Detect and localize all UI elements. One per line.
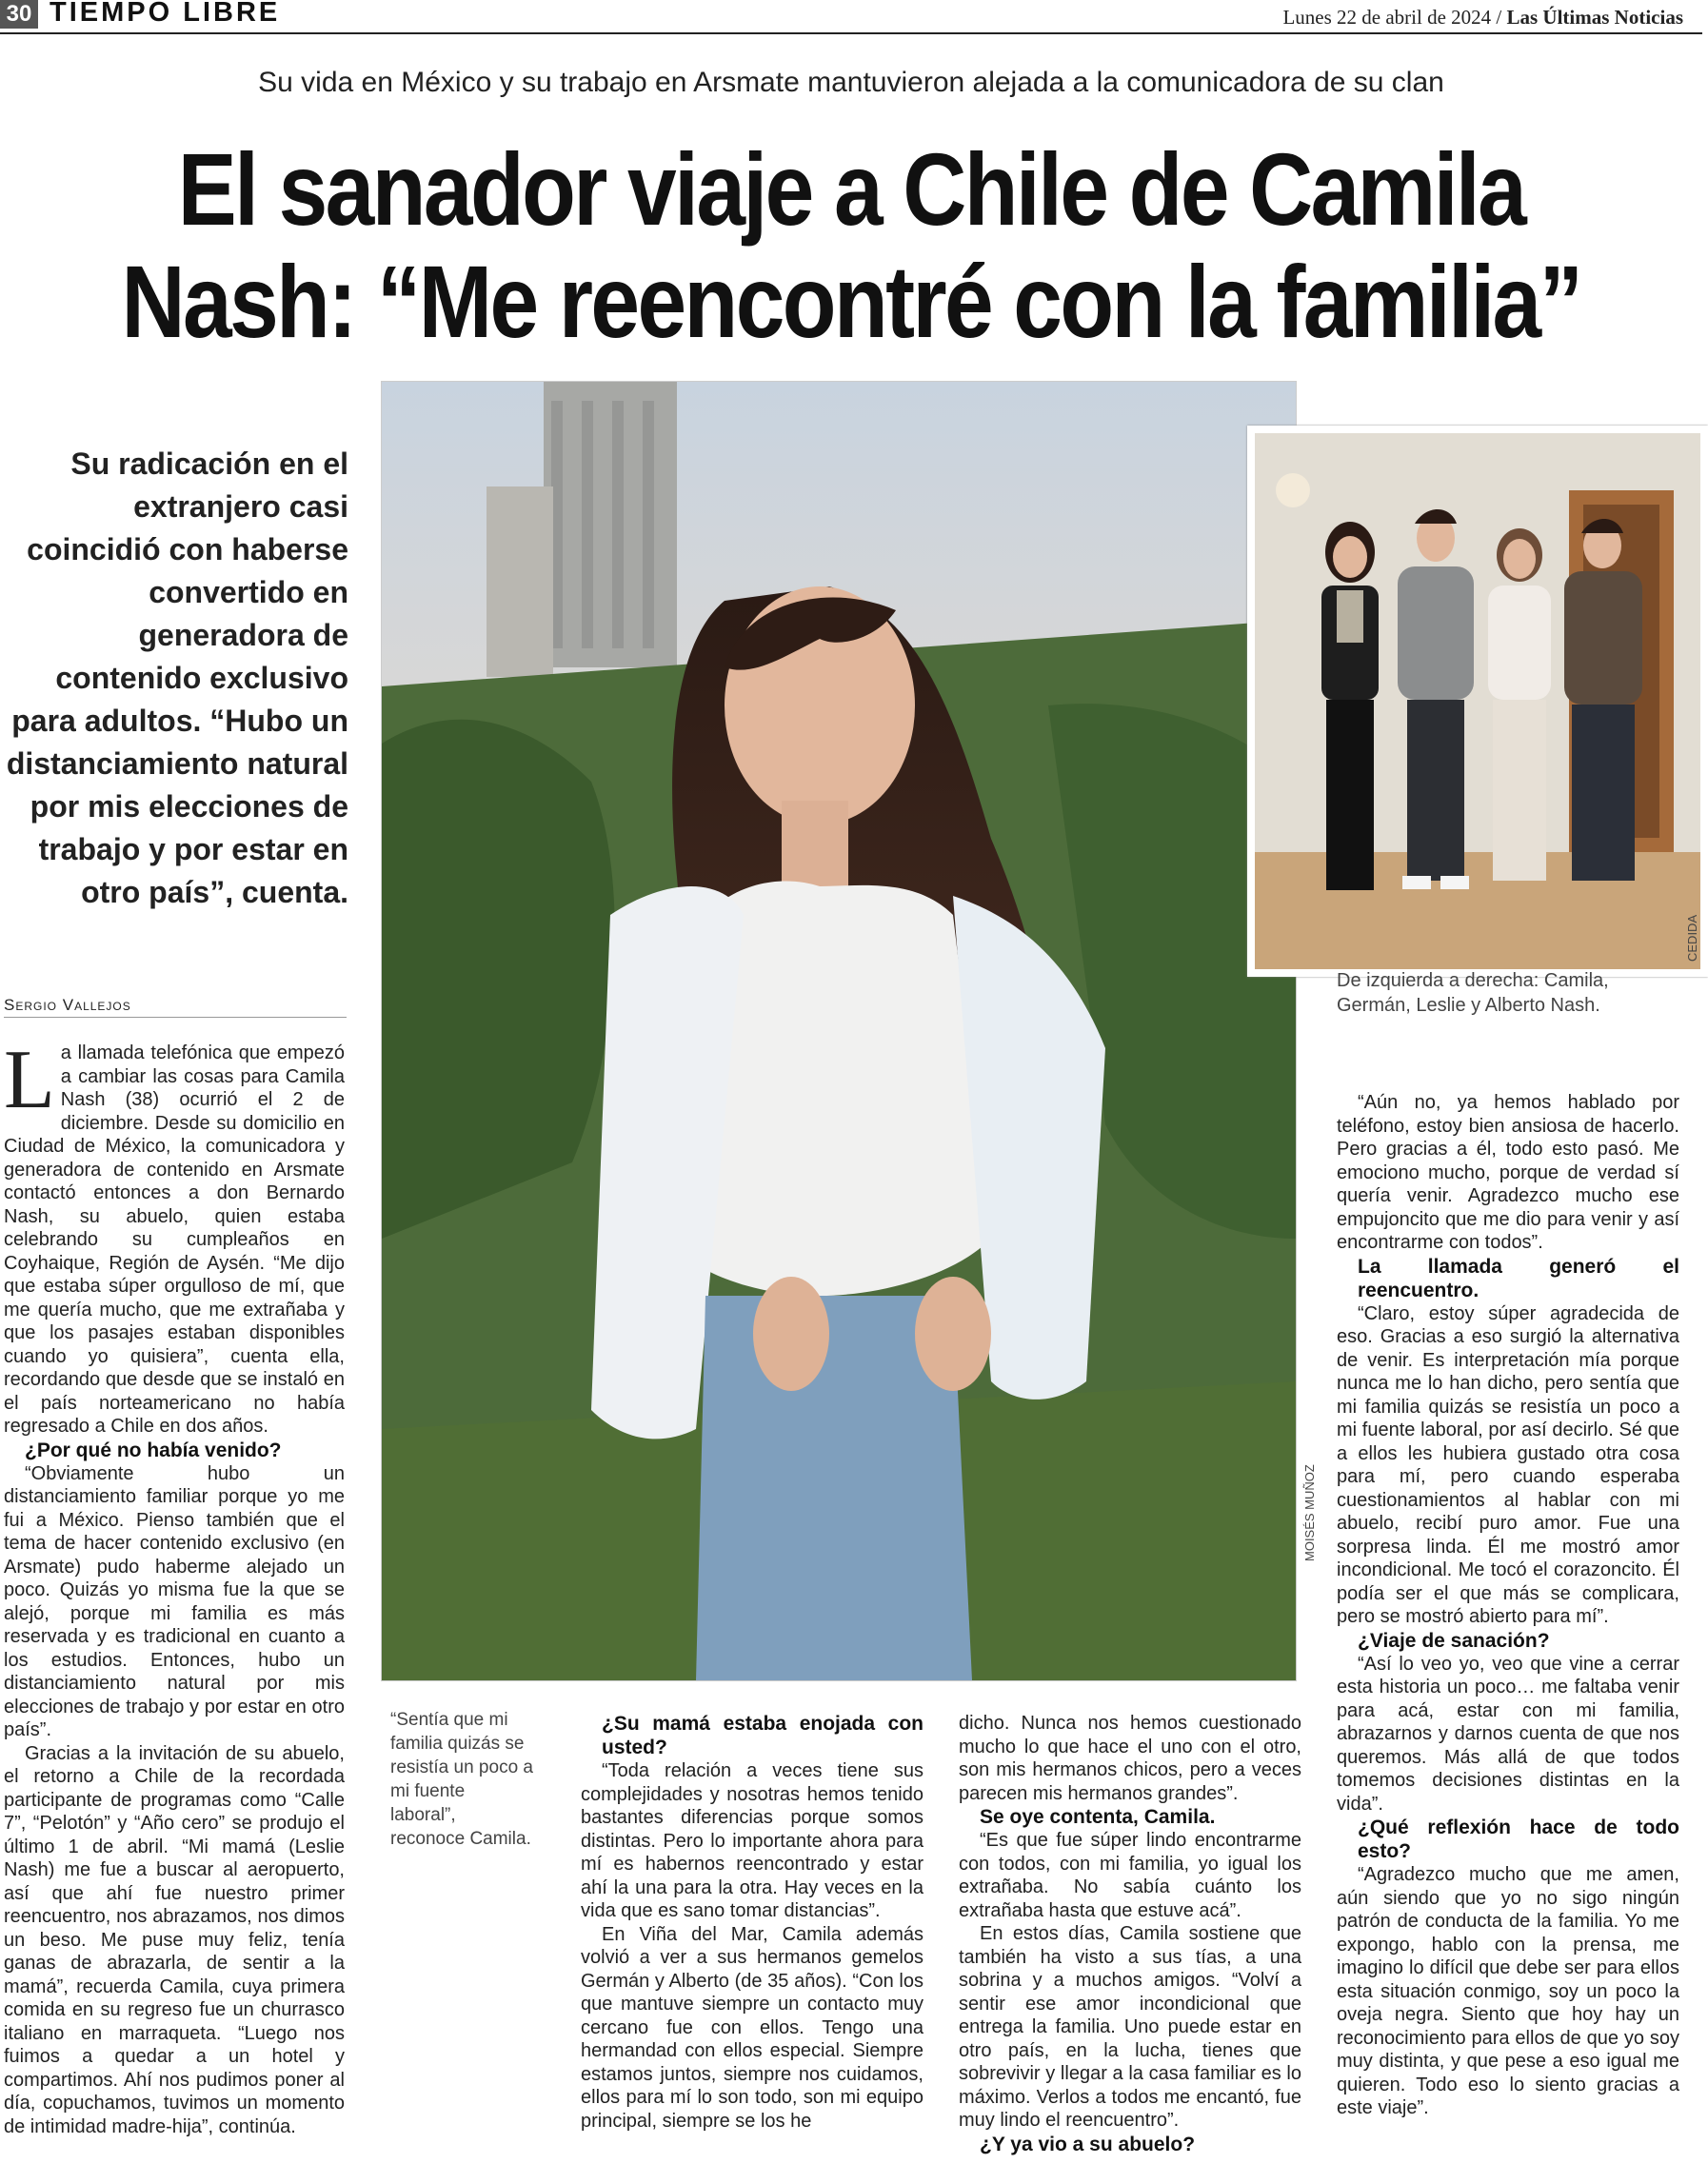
headline [119,133,1583,358]
paragraph: Gracias a la invitación de su abuelo, el retorno a Chile de la recordada participante de programas como “Calle 7”, “Pelotón” y “Año cero” se produjo el último 1 de abril. “Mi mamá (Leslie Nash) me fue a buscar al aeropuerto, así que ahí fue nuestro primer reencuentro, nos abrazamos, nos dimos un beso. Me puse muy feliz, tenía ganas de abrazarla, de sentir a la mamá”, recuerda Camila, cuya primera comida en su regreso fue un churrasco italiano en marraqueta. “Luego nos fuimos a quedar a un hotel y compartimos. Ahí nos pudimos poner al día, copuchamos, tuvimos un momento de intimidad madre-hija”, continúa. [4,1742,345,2137]
article-column-2 [581,1712,924,2133]
paragraph: “Así lo veo yo, veo que vine a cerrar esta historia un poco… me faltaba venir para acá, estar con mi familia, abrazarnos y darnos cuenta de que nos queremos. Más allá de que todos tomemos decisiones distintas en la vida”. [1337,1653,1679,1815]
main-photo [381,381,1297,1681]
headline-line-2: Nash: “Me reencontré con la familia” [121,244,1581,359]
paragraph: dicho. Nunca nos hemos cuestionado mucho lo que hace el uno con el otro, son mis hermanos chicos, pero a veces parecen mis hermanos grandes”. [959,1713,1301,1804]
question: ¿Su mamá estaba enojada con usted? [602,1713,924,1758]
paragraph: La llamada telefónica que empezó a cambiar las cosas para Camila Nash (38) ocurrió el 2 de diciembre. Desde su domicilio en Ciudad de México, la comunicadora y generadora de contenido en Arsmate contactó entonces a don Bernardo Nash, su abuelo, quien estaba celebrando su cumpleaños en Coyhaique, Región de Aysén. “Me dijo que estaba súper orgulloso de mí, que me quería mucho, que me extrañaba y que los pasajes estaban disponibles cuando yo quisiera”, cuenta ella, recordando que desde que se instaló en el país norteamericano no había regresado a Chile en dos años. [4,1034,345,1437]
newspaper-name: Las Últimas Noticias [1506,6,1683,29]
paragraph: En Viña del Mar, Camila además volvió a ver a sus hermanos gemelos Germán y Alberto (de 35 años). “Con los que mantuve siempre un contacto muy cercano fue con ellos. Tengo una hermandad con ellos especial. Siempre estamos juntos, siempre nos cuidamos, ellos para mí lo son todo, son mi equipo principal, siempre se los he [581,1923,924,2132]
family-photo-illustration [1255,433,1700,969]
page-number: 30 [0,0,38,29]
question: ¿Por qué no había venido? [25,1439,282,1461]
paragraph: “Aún no, ya hemos hablado por teléfono, estoy bien ansiosa de hacerlo. Pero gracias a él, todo esto pasó. Me emociono mucho, porque de verdad sí quería venir. Agradezco mucho ese empujoncito que me dio para venir y así encontrarme con todos”. [1337,1092,1679,1253]
issue-date: Lunes 22 de abril de 2024 / [1282,6,1502,29]
question: ¿Y ya vio a su abuelo? [980,2133,1196,2155]
question: ¿Viaje de sanación? [1358,1629,1550,1652]
portrait-photo-illustration [382,382,1296,1680]
question: ¿Qué reflexión hace de todo esto? [1358,1817,1679,1862]
article-column-1 [4,1034,345,2138]
paragraph: En estos días, Camila sostiene que también ha visto a sus tías, a una sobrina y a muchos amigos. “Volví a sentir ese amor incondicional que entrega la familia. Uno puede estar en otro país, en la lucha, tienes que sobrevivir y llegar a la casa familiar es lo máximo. Verlos a todos me encantó, fue muy lindo el reencuentro”. [959,1923,1301,2131]
paragraph: “Es que fue súper lindo encontrarme con todos, con mi familia, yo igual los extrañaba. No sabía cuánto los extrañaba hasta que estuve acá”. [959,1830,1301,1921]
paragraph: “Toda relación a veces tiene sus complejidades y nosotras hemos tenido bastantes diferencias porque somos distintas. Pero lo importante ahora para mí es habernos reencontrado y estar ahí la una para la otra. Hay veces en la vida que es sano tomar distancias”. [581,1760,924,1921]
family-photo [1247,426,1708,977]
article-column-4 [1337,1091,1679,2120]
byline: Sergio Vallejos [4,996,347,1018]
photo-credit: CEDIDA [1685,914,1699,962]
paragraph: “Obviamente hubo un distanciamiento familiar porque yo me fui a México. Pienso también que el tema de hacer contenido exclusivo (en Arsmate) pudo haberme alejado un poco. Quizás yo misma fue la que se alejó, porque mi familia es más reservada y es tradicional en cuanto a los estudios. Entonces, hubo un distanciamiento natural por mis elecciones de trabajo y por estar en otro país”. [4,1462,345,1740]
page-header [0,0,1702,34]
photo-credit: MOISÉS MUÑOZ [1302,1464,1317,1561]
section-name: TIEMPO LIBRE [50,0,281,28]
dateline [1282,6,1683,30]
dropcap: L [4,1034,55,1126]
intro-summary: Su radicación en el extranjero casi coincidió con haberse convertido en generadora de contenido exclusivo para adultos. “Hubo un distanciamiento natural por mis elecciones de trabajo y por estar en otro país”, cuenta. [6,447,348,909]
photo-caption: De izquierda a derecha: Camila, Germán, Leslie y Alberto Nash. [1337,970,1609,1016]
paragraph: “Agradezco mucho que me amen, aún siendo que yo no sigo ningún patrón de conducta de la familia. Yo me expongo, hablo con la prensa, me imagino lo difícil que debe ser para ellos esta situación conmigo, soy un poco la oveja negra. Siento que hoy hay un reconocimiento para ellos de que yo soy muy distinta, y que pese a eso igual me quieren. Todo eso lo siento gracias a este viaje”. [1337,1864,1679,2118]
headline-line-1: El sanador viaje a Chile de Camila [177,131,1525,247]
pull-quote: “Sentía que mi familia quizás se resistía un poco a mi fuente laboral”, reconoce Camila. [390,1710,533,1849]
paragraph: “Claro, estoy súper agradecida de eso. Gracias a eso surgió la alternativa de venir. Es interpretación mía porque nunca me lo han dicho, pero sentía que mi familia quizás se resistía un poco a mi fuente laboral, por así decirlo. Sé que a ellos les hubiera gustado otra cosa para mí, pero cuando esperaba cuestionamientos al hablar con mi abuelo, recibí puro amor. Fue una sorpresa linda. Él me mostró amor incondicional. Me tocó el corazoncito. Él podía ser el que más se complicara, pero se mostró abierto para mí”. [1337,1302,1679,1627]
question: Se oye contenta, Camila. [980,1806,1216,1828]
kicker: Su vida en México y su trabajo en Arsmate mantuvieron alejada a la comunicadora de su clan [258,67,1444,98]
question: La llamada generó el reencuentro. [1358,1255,1679,1301]
article-column-3 [959,1712,1301,2156]
